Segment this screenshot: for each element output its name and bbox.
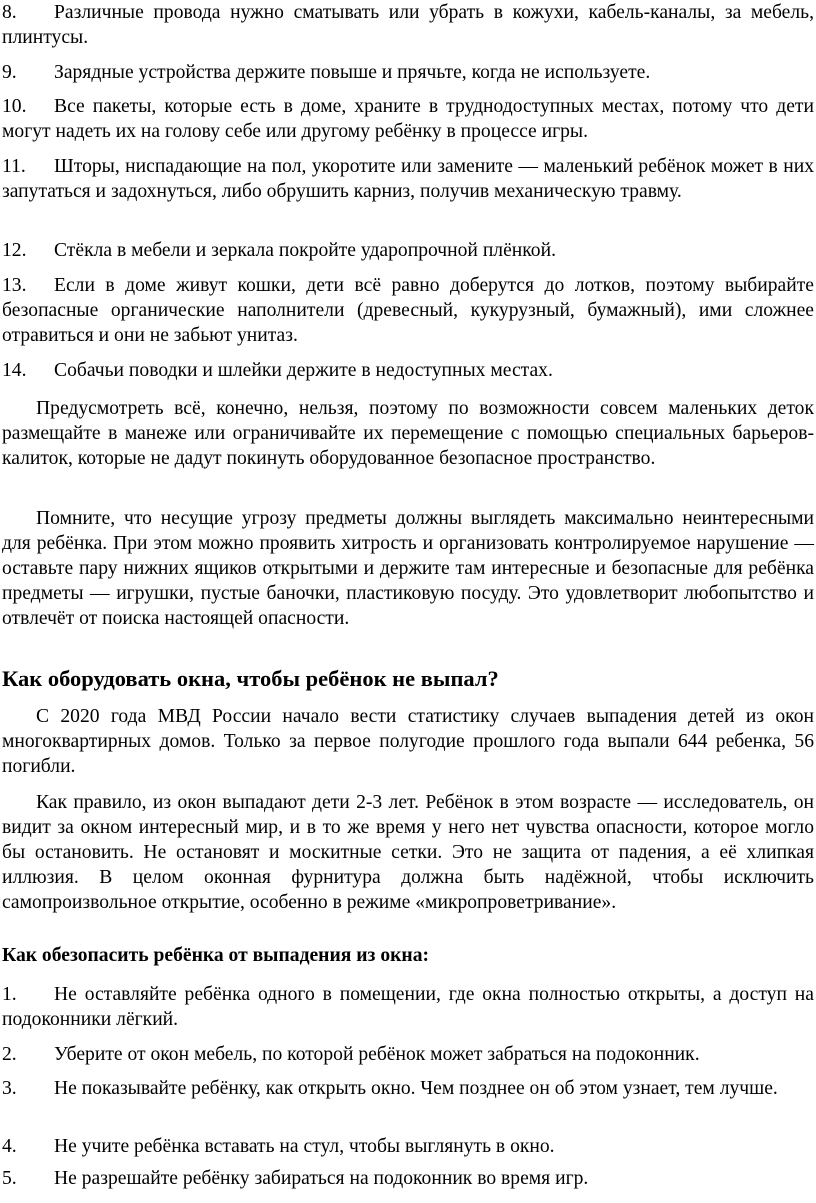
list-item-number: 5. — [2, 1168, 17, 1189]
list-item — [2, 1134, 814, 1159]
list-item-number: 14. — [2, 360, 27, 381]
list-item-number: 4. — [2, 1136, 17, 1157]
list-item-number: 12. — [2, 240, 27, 261]
list-item — [2, 154, 814, 204]
list-item-text: Зарядные устройства держите повыше и прячьте, когда не используете. — [54, 62, 651, 83]
list-item — [2, 94, 814, 144]
section-heading: Как оборудовать окна, чтобы ребёнок не выпал? — [2, 666, 499, 691]
list-item-number: 11. — [2, 156, 26, 177]
list-item — [2, 1076, 814, 1101]
paragraph-barriers: Предусмотреть всё, конечно, нельзя, поэтому по возможности совсем маленьких деток размещайте в манеже или ограничивайте их перемещение с помощью специальных барьеров-калиток, которые не дадут покинуть оборудованное безопасное пространство. — [2, 398, 814, 469]
list-item-number: 2. — [2, 1044, 17, 1065]
list-item — [2, 273, 814, 348]
list-item-text: Не разрешайте ребёнку забираться на подоконник во время игр. — [54, 1168, 589, 1189]
list-item — [2, 60, 814, 85]
list-item-number: 13. — [2, 275, 27, 296]
list-item-text: Собачьи поводки и шлейки держите в недоступных местах. — [54, 360, 553, 381]
list-item-number: 10. — [2, 96, 27, 117]
list-item — [2, 358, 814, 383]
list-item — [2, 1166, 814, 1191]
paragraph-controlled-violation: Помните, что несущие угрозу предметы должны выглядеть максимально неинтересными для ребёнка. При этом можно проявить хитрость и организовать контролируемое нарушение — оставьте пару нижних ящиков открытыми и держите там интересные и безопасные для ребёнка предметы — игрушки, пустые баночки, пластиковую посуду. Это удовлетворит любопытство и отвлечёт от поиска настоящей опасности. — [2, 508, 814, 629]
list-item-text: Уберите от окон мебель, по которой ребёнок может забраться на подоконник. — [54, 1044, 700, 1065]
list-item — [2, 0, 814, 50]
list-item-text: Шторы, ниспадающие на пол, укоротите или замените — маленький ребёнок может в них запутаться и задохнуться, либо обрушить карниз, получив механическую травму. — [2, 156, 814, 202]
list-item — [2, 982, 814, 1032]
list-item-text: Не учите ребёнка вставать на стул, чтобы выглянуть в окно. — [54, 1136, 555, 1157]
list-item-text: Различные провода нужно сматывать или убрать в кожухи, кабель-каналы, за мебель, плинтусы. — [2, 2, 814, 48]
list-item-text: Все пакеты, которые есть в доме, храните в труднодоступных местах, потому что дети могут надеть их на голову себе или другому ребёнку в процессе игры. — [2, 96, 814, 142]
list-item-number: 9. — [2, 62, 17, 83]
list-item — [2, 238, 814, 263]
list-item-number: 3. — [2, 1078, 17, 1099]
paragraph-statistics: С 2020 года МВД России начало вести статистику случаев выпадения детей из окон многоквартирных домов. Только за первое полугодие прошлого года выпали 644 ребенка, 56 погибли. — [2, 706, 814, 777]
paragraph-age-risk: Как правило, из окон выпадают дети 2-3 лет. Ребёнок в этом возрасте — исследователь, он видит за окном интересный мир, и в то же время у него нет чувства опасности, которое могло бы остановить. Не остановят и москитные сетки. Это не защита от падения, а её хлипкая иллюзия. В целом оконная фурнитура должна быть надёжной, чтобы исключить самопроизвольное открытие, особенно в режиме «микропроветривание». — [2, 792, 814, 913]
list-item-text: Если в доме живут кошки, дети всё равно доберутся до лотков, поэтому выбирайте безопасные органические наполнители (древесный, кукурузный, бумажный), ими сложнее отравиться и они не забьют унитаз. — [2, 275, 814, 346]
list-item-text: Не показывайте ребёнку, как открыть окно. Чем позднее он об этом узнает, тем лучше. — [54, 1078, 778, 1099]
list-item — [2, 1042, 814, 1067]
list-item-number: 1. — [2, 984, 17, 1005]
list-item-text: Стёкла в мебели и зеркала покройте ударопрочной плёнкой. — [54, 240, 556, 261]
list-item-text: Не оставляйте ребёнка одного в помещении, где окна полностью открыты, а доступ на подоконники лёгкий. — [2, 984, 814, 1030]
list-item-number: 8. — [2, 2, 17, 23]
subsection-heading: Как обезопасить ребёнка от выпадения из окна: — [2, 945, 430, 966]
